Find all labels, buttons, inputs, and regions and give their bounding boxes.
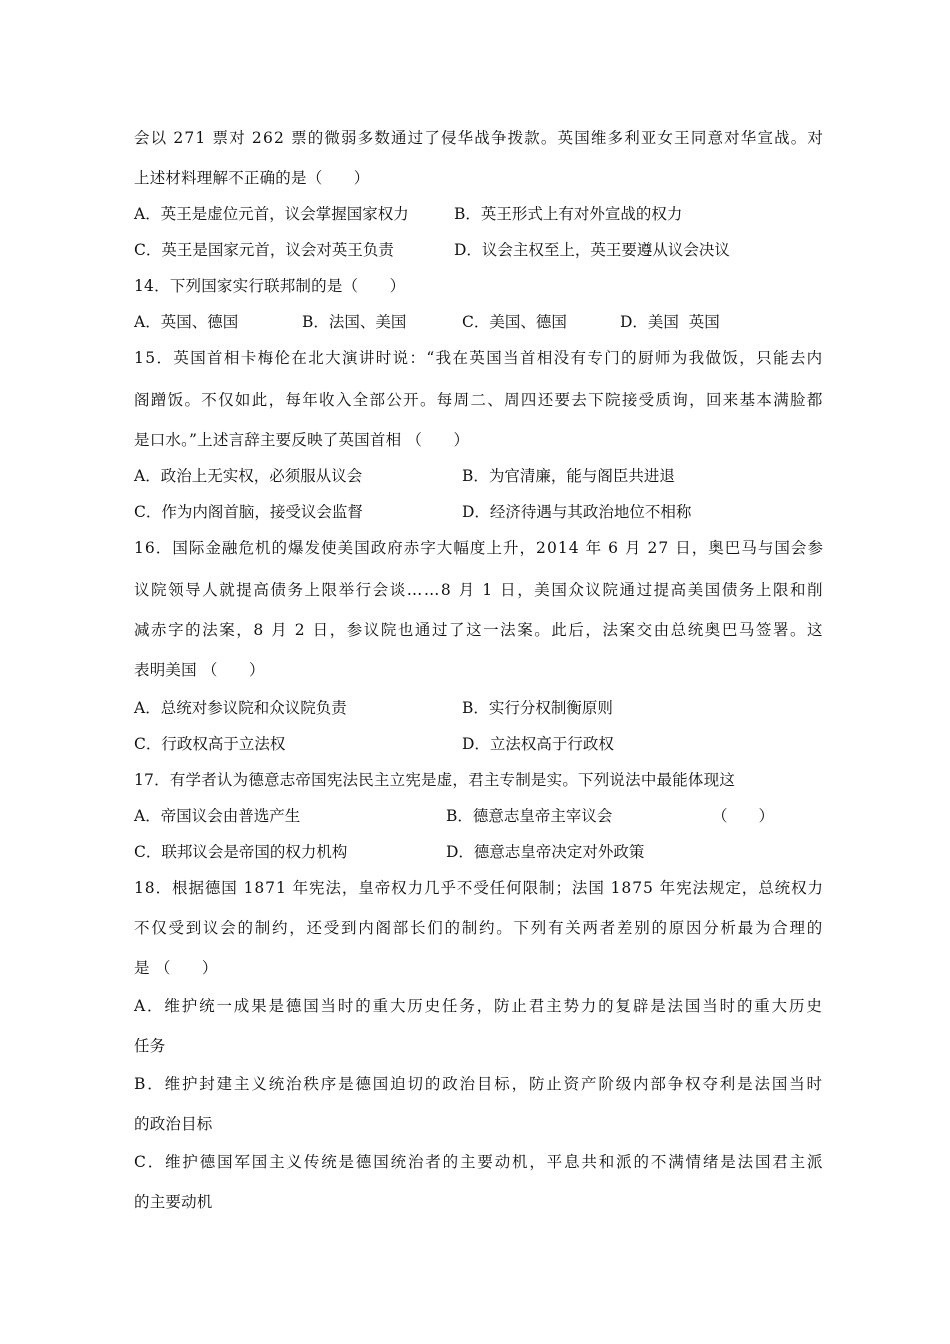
answer-parentheses: （ ） [712,807,775,825]
option-a: A．维护统一成果是德国当时的重大历史任务，防止君主势力的复辟是法国当时的重大历史 [134,997,824,1015]
option-b: B．实行分权制衡原则 [462,699,613,717]
option-c-continuation: 的主要动机 [134,1193,213,1211]
option-d: D．立法权高于行政权 [462,735,614,753]
question-17: 17．有学者认为德意志帝国宪法民主立宪是虚，君主专制是实。下列说法中最能体现这 [134,771,736,789]
paragraph-line: 会以 271 票对 262 票的微弱多数通过了侵华战争拨款。英国维多利亚女王同意对华宣战。对 [134,129,825,147]
paragraph-line: 减赤字的法案，8 月 2 日，参议院也通过了这一法案。此后，法案交由总统奥巴马签署。这 [134,621,825,639]
question-16: 16．国际金融危机的爆发使美国政府赤字大幅度上升，2014 年 6 月 27 日，奥巴马与国会参 [134,539,824,557]
option-b: B．法国、美国 [302,313,407,331]
paragraph-line: 阁蹭饭。不仅如此，每年收入全部公开。每周二、周四还要去下院接受质询，回来基本满脸都 [134,391,824,409]
option-b-continuation: 的政治目标 [134,1115,213,1133]
paragraph-line: 是口水。”上述言辞主要反映了英国首相 （ ） [134,431,470,449]
option-b: B．维护封建主义统治秩序是德国迫切的政治目标，防止资产阶级内部争权夺利是法国当时 [134,1075,824,1093]
option-c: C．行政权高于立法权 [134,735,286,753]
option-c: C．维护德国军国主义传统是德国统治者的主要动机，平息共和派的不满情绪是法国君主派 [134,1153,825,1171]
option-a: A．英王是虚位元首，议会掌握国家权力 [134,205,409,223]
question-stem: 上述材料理解不正确的是（ ） [134,169,370,187]
option-d: D．德意志皇帝决定对外政策 [446,843,645,861]
option-c: C．英王是国家元首，议会对英王负责 [134,241,394,259]
option-d: D．议会主权至上，英王要遵从议会决议 [454,241,730,259]
option-a: A．政治上无实权，必须服从议会 [134,467,363,485]
option-c: C．美国、德国 [462,313,567,331]
option-c: C．联邦议会是帝国的权力机构 [134,843,348,861]
question-14: 14．下列国家实行联邦制的是（ ） [134,277,406,295]
option-a: A．帝国议会由普选产生 [134,807,301,825]
option-d: D．美国 英国 [620,313,720,331]
paragraph-line: 表明美国 （ ） [134,661,265,679]
option-b: B．英王形式上有对外宣战的权力 [454,205,683,223]
paragraph-line: 不仅受到议会的制约，还受到内阁部长们的制约。下列有关两者差别的原因分析最为合理的 [134,919,825,937]
option-a: A．英国、德国 [134,313,239,331]
question-15: 15．英国首相卡梅伦在北大演讲时说：“我在英国当首相没有专门的厨师为我做饭，只能去内 [134,349,824,367]
question-18: 18．根据德国 1871 年宪法，皇帝权力几乎不受任何限制；法国 1875 年宪法规定，总统权力 [134,879,824,897]
paragraph-line: 是 （ ） [134,959,218,977]
option-a: A．总统对参议院和众议院负责 [134,699,347,717]
option-d: D．经济待遇与其政治地位不相称 [462,503,692,521]
option-b: B．德意志皇帝主宰议会 [446,807,613,825]
paragraph-line: 议院领导人就提高债务上限举行会谈……8 月 1 日，美国众议院通过提高美国债务上限和削 [134,581,825,599]
option-c: C．作为内阁首脑，接受议会监督 [134,503,363,521]
option-b: B．为官清廉，能与阁臣共进退 [462,467,675,485]
option-a-continuation: 任务 [134,1037,166,1055]
